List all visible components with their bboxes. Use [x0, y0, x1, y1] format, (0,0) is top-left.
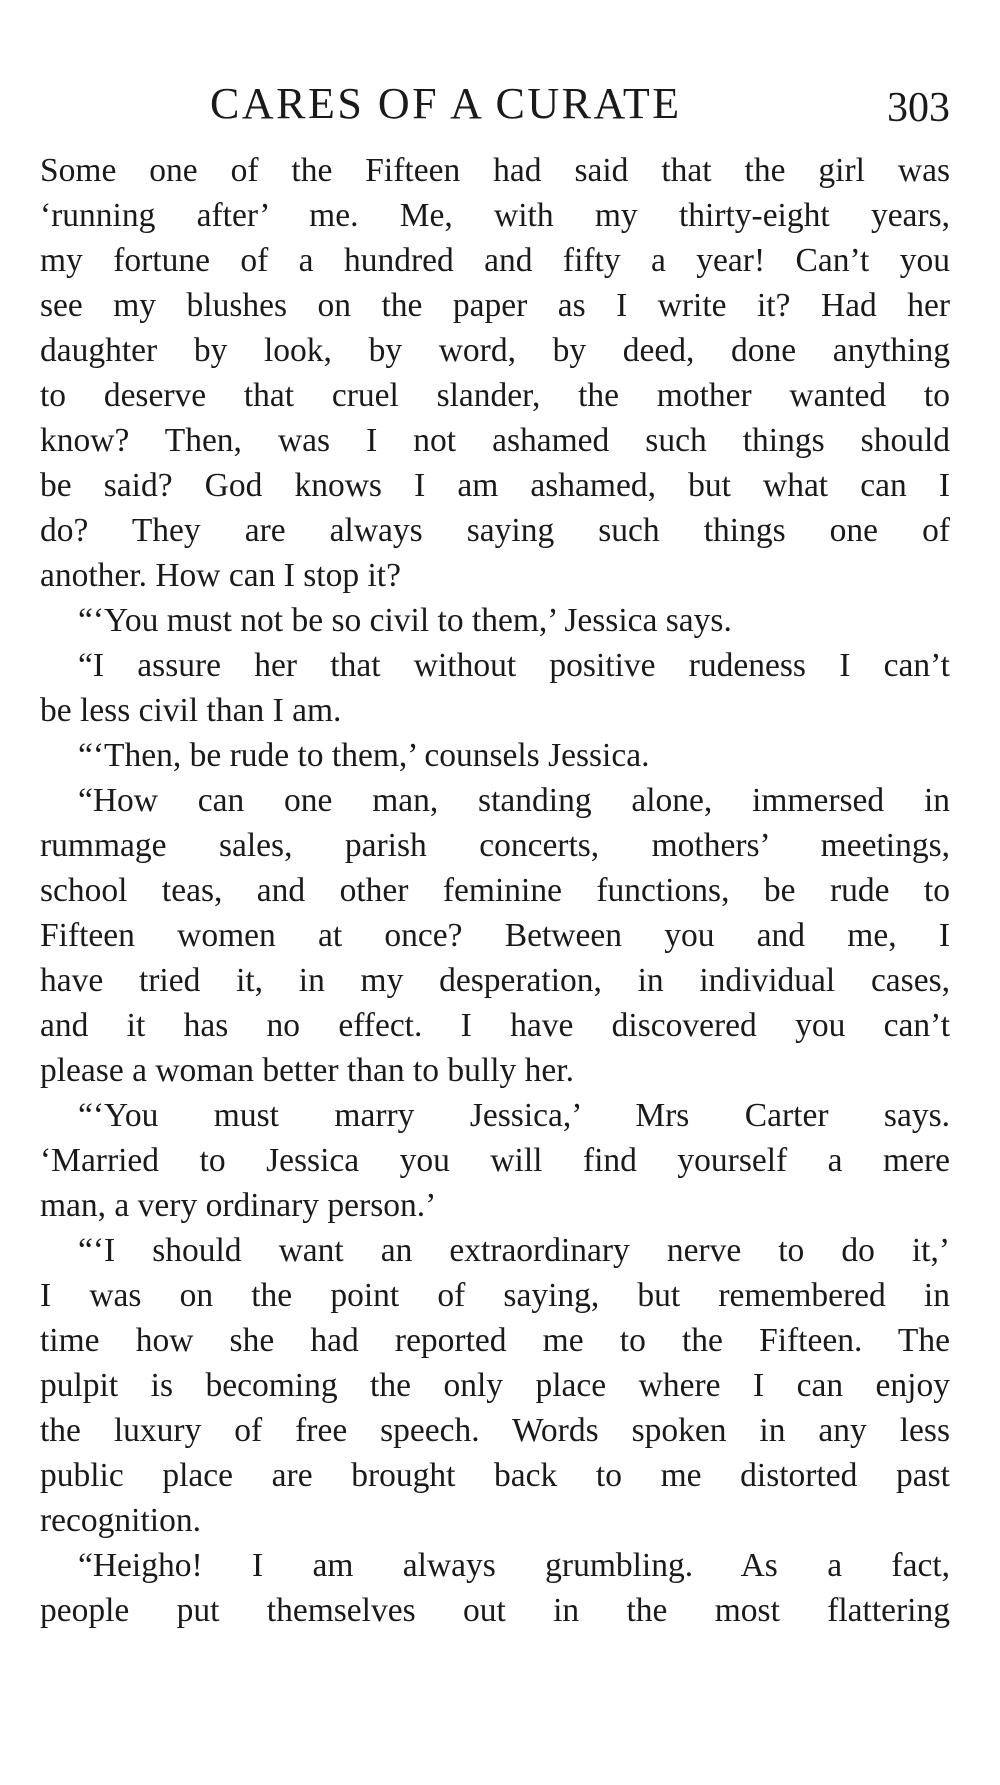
text-line: man, a very ordinary person.’: [40, 1187, 437, 1224]
text-line: be less civil than I am.: [40, 692, 342, 729]
text-line: recognition.: [40, 1502, 201, 1539]
text-line: time how she had reported me to the Fifteen. The: [40, 1322, 950, 1359]
text-line: I was on the point of saying, but remembered in: [40, 1277, 950, 1314]
text-line: know? Then, was I not ashamed such things should: [40, 422, 950, 459]
text-line: daughter by look, by word, by deed, done anything: [40, 332, 950, 369]
paragraph: [40, 1093, 950, 1228]
text-line: please a woman better than to bully her.: [40, 1052, 574, 1089]
text-line: Some one of the Fifteen had said that the girl was: [40, 152, 950, 189]
running-head: [40, 70, 950, 148]
text-line: my fortune of a hundred and fifty a year! Can’t you: [40, 242, 950, 279]
text-line: “I assure her that without positive rudeness I can’t: [78, 647, 950, 684]
page-number: 303: [887, 85, 950, 131]
paragraph: [40, 148, 950, 598]
paragraph: [40, 733, 950, 778]
text-line: and it has no effect. I have discovered you can’t: [40, 1007, 950, 1044]
text-line: to deserve that cruel slander, the mother wanted to: [40, 377, 950, 414]
paragraph: [40, 1543, 950, 1633]
text-line: ‘Married to Jessica you will find yourself a mere: [40, 1142, 950, 1179]
book-page: [40, 70, 950, 1633]
running-title: CARES OF A CURATE: [210, 79, 682, 128]
text-line: another. How can I stop it?: [40, 557, 401, 594]
text-line: “How can one man, standing alone, immersed in: [78, 782, 950, 819]
paragraph: [40, 778, 950, 1093]
text-line: “‘I should want an extraordinary nerve to do it,’: [78, 1232, 950, 1269]
text-line: “‘You must not be so civil to them,’ Jessica says.: [78, 602, 732, 639]
text-line: “‘Then, be rude to them,’ counsels Jessica.: [78, 737, 650, 774]
text-line: do? They are always saying such things one of: [40, 512, 950, 549]
text-line: Fifteen women at once? Between you and me, I: [40, 917, 950, 954]
text-line: public place are brought back to me distorted past: [40, 1457, 950, 1494]
paragraph: [40, 643, 950, 733]
text-line: school teas, and other feminine functions, be rude to: [40, 872, 950, 909]
text-line: “‘You must marry Jessica,’ Mrs Carter says.: [78, 1097, 950, 1134]
text-line: ‘running after’ me. Me, with my thirty-eight years,: [40, 197, 950, 234]
body-text: [40, 148, 950, 1633]
text-line: have tried it, in my desperation, in individual cases,: [40, 962, 950, 999]
text-line: pulpit is becoming the only place where I can enjoy: [40, 1367, 950, 1404]
text-line: people put themselves out in the most flattering: [40, 1592, 950, 1629]
paragraph: [40, 1228, 950, 1543]
text-line: see my blushes on the paper as I write it? Had her: [40, 287, 950, 324]
text-line: the luxury of free speech. Words spoken in any less: [40, 1412, 950, 1449]
text-line: “Heigho! I am always grumbling. As a fact,: [78, 1547, 950, 1584]
text-line: be said? God knows I am ashamed, but what can I: [40, 467, 950, 504]
paragraph: [40, 598, 950, 643]
text-line: rummage sales, parish concerts, mothers’ meetings,: [40, 827, 950, 864]
